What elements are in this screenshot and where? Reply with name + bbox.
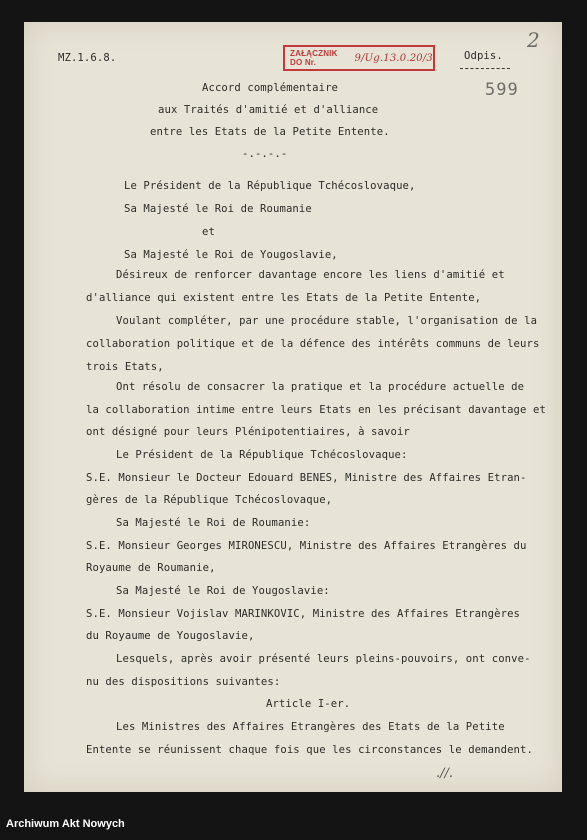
article-heading: Article I-er. [266, 698, 351, 710]
page-number: 599 [485, 80, 519, 100]
body-line: S.E. Monsieur Vojislav MARINKOVIC, Ministre des Affaires Etrangères [86, 608, 521, 620]
body-line: Ont résolu de consacrer la pratique et la procédure actuelle de [116, 381, 525, 393]
title-line: aux Traités d'amitié et d'alliance [158, 104, 379, 116]
body-line: collaboration politique et de la défence des intérêts communs de leurs [86, 338, 540, 350]
body-line: ont désigné pour leurs Plénipotentiaires, à savoir [86, 426, 410, 438]
body-line: la collaboration intime entre leurs Etats en les précisant davantage et [86, 404, 546, 416]
title-separator: -.-.-.- [242, 148, 288, 160]
pencil-folio-number: 2 [527, 28, 540, 52]
stamp-handwritten-number: 9/Ug.13.0.20/3 [354, 52, 433, 64]
archive-name: Archiwum Akt Nowych [6, 818, 125, 830]
body-line: S.E. Monsieur Georges MIRONESCU, Ministre des Affaires Etrangères du [86, 540, 527, 552]
body-line: Voulant compléter, par une procédure stable, l'organisation de la [116, 315, 538, 327]
title-line: entre les Etats de la Petite Entente. [150, 126, 390, 138]
body-line: du Royaume de Yougoslavie, [86, 630, 255, 642]
body-line: Lesquels, après avoir présenté leurs pleins-pouvoirs, ont conve- [116, 653, 531, 665]
body-line: Les Ministres des Affaires Etrangères des Etats de la Petite [116, 721, 505, 733]
title-line: Accord complémentaire [202, 82, 339, 94]
body-line: et [202, 226, 215, 238]
body-line: Le Président de la République Tchécoslovaque: [116, 449, 408, 461]
document-page [24, 22, 562, 792]
body-line: Sa Majesté le Roi de Yougoslavie, [124, 249, 338, 261]
body-line: Royaume de Roumanie, [86, 562, 216, 574]
body-line: nu des dispositions suivantes: [86, 676, 281, 688]
body-line: Le Président de la République Tchécoslovaque, [124, 180, 416, 192]
body-line: Sa Majesté le Roi de Roumanie [124, 203, 312, 215]
attachment-stamp [283, 45, 435, 71]
copy-label-underline [460, 68, 510, 69]
body-line: d'alliance qui existent entre les Etats de la Petite Entente, [86, 292, 482, 304]
body-line: Sa Majesté le Roi de Yougoslavie: [116, 585, 330, 597]
body-line: S.E. Monsieur le Docteur Edouard BENES, Ministre des Affaires Etran- [86, 472, 527, 484]
reference-number: MZ.1.6.8. [58, 52, 117, 64]
body-line: trois Etats, [86, 361, 164, 373]
body-line: Désireux de renforcer davantage encore les liens d'amitié et [116, 269, 505, 281]
stamp-label: ZAŁĄCZNIK DO Nr. [290, 49, 338, 67]
page-continuation-mark: .//. [436, 766, 454, 781]
copy-label: Odpis. [464, 50, 503, 62]
body-line: Entente se réunissent chaque fois que les circonstances le demandent. [86, 744, 533, 756]
body-line: Sa Majesté le Roi de Roumanie: [116, 517, 311, 529]
body-line: gères de la République Tchécoslovaque, [86, 494, 333, 506]
